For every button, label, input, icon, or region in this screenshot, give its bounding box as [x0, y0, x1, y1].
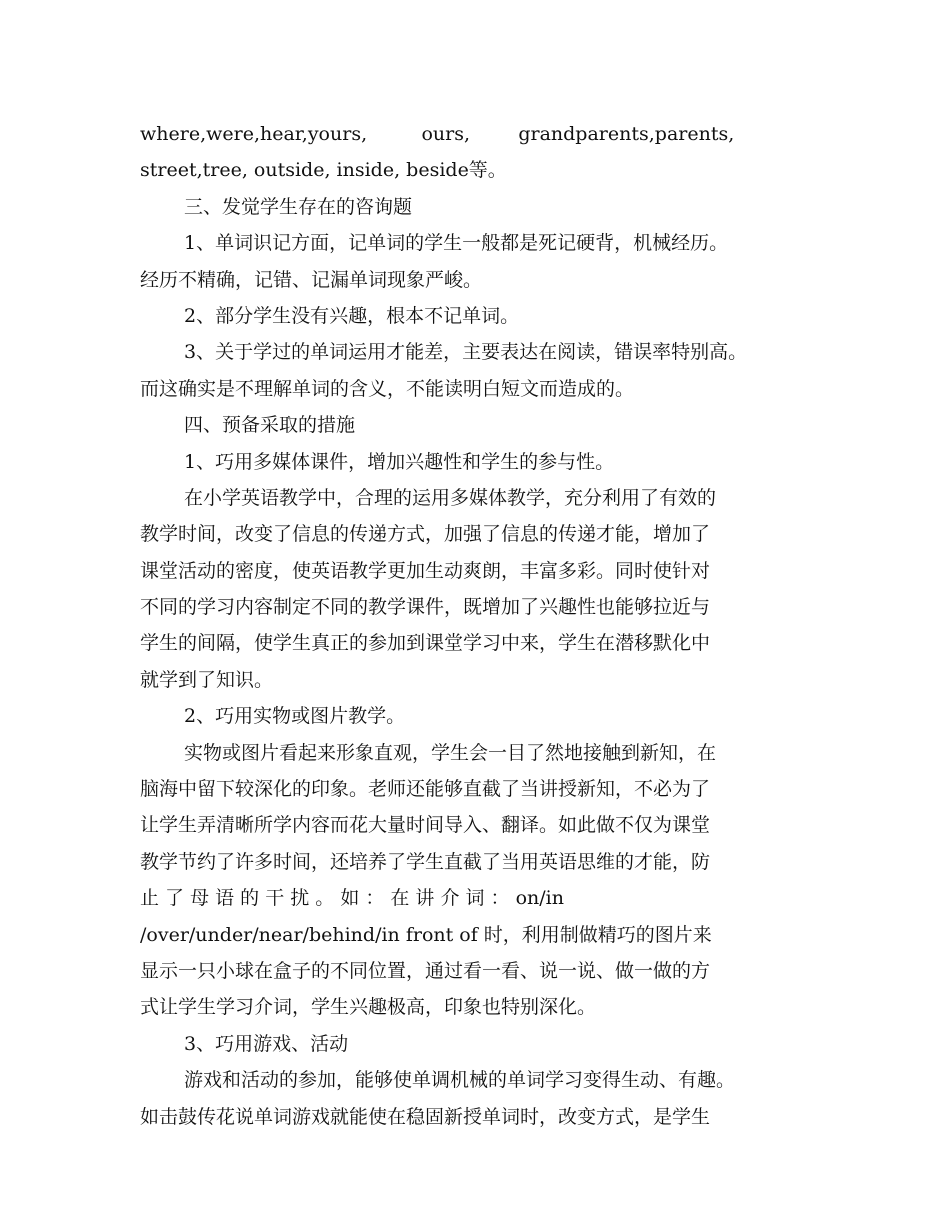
- section-heading: 三、发觉学生存在的咨询题: [184, 195, 413, 218]
- text-line: 游戏和活动的参加，能够使单调机械的单词学习变得生动、有趣。: [184, 1069, 736, 1092]
- text-line: /over/under/near/behind/in front of 时，利用制做精巧的图片来: [140, 923, 712, 946]
- text-line: 1、巧用多媒体课件，增加兴趣性和学生的参与性。: [184, 450, 615, 473]
- text-line: 经历不精确，记错、记漏单词现象严峻。: [140, 268, 483, 291]
- text-line: 而这确实是不理解单词的含义，不能读明白短文而造成的。: [140, 377, 635, 400]
- text-line: 显示一只小球在盒子的不同位置，通过看一看、说一说、做一做的方: [140, 959, 711, 982]
- text-line: 不同的学习内容制定不同的教学课件，既增加了兴趣性也能够拉近与: [140, 596, 711, 619]
- text-line: 1、单词识记方面，记单词的学生一般都是死记硬背，机械经历。: [184, 232, 729, 255]
- text-line: 学生的间隔，使学生真正的参加到课堂学习中来，学生在潜移默化中: [140, 632, 711, 655]
- text-line: 止 了 母 语 的 干 扰 。 如 ： 在 讲 介 词 ： on/in: [140, 887, 564, 910]
- text-line: 在小学英语教学中，合理的运用多媒体教学，充分利用了有效的: [184, 486, 717, 509]
- text-line: 3、关于学过的单词运用才能差，主要表达在阅读，错误率特别高。: [184, 341, 748, 364]
- text-line: 课堂活动的密度，使英语教学更加生动爽朗，丰富多彩。同时使针对: [140, 559, 711, 582]
- text-line: 让学生弄清晰所学内容而花大量时间导入、翻译。如此做不仅为课堂: [140, 814, 711, 837]
- text-line: 2、巧用实物或图片教学。: [184, 705, 406, 728]
- text-line: where,were,hear,yours, ours, grandparents,parents,: [140, 123, 735, 145]
- text-line: 教学时间，改变了信息的传递方式，加强了信息的传递才能，增加了: [140, 523, 711, 546]
- text-line: 2、部分学生没有兴趣，根本不记单词。: [184, 304, 520, 327]
- document-body: [140, 116, 812, 1135]
- text-line: 脑海中留下较深化的印象。老师还能够直截了当讲授新知，不必为了: [140, 778, 711, 801]
- text-line: 教学节约了许多时间，还培养了学生直截了当用英语思维的才能，防: [140, 850, 711, 873]
- text-line: 就学到了知识。: [140, 668, 274, 691]
- text-line: 如击鼓传花说单词游戏就能使在稳固新授单词时，改变方式，是学生: [140, 1105, 711, 1128]
- text-line: 实物或图片看起来形象直观，学生会一目了然地接触到新知，在: [184, 741, 717, 764]
- section-heading: 四、预备采取的措施: [184, 414, 356, 437]
- text-line: 3、巧用游戏、活动: [184, 1032, 349, 1055]
- text-line: street,tree, outside, inside, beside等。: [140, 159, 507, 182]
- text-line: 式让学生学习介词，学生兴趣极高，印象也特别深化。: [140, 996, 597, 1019]
